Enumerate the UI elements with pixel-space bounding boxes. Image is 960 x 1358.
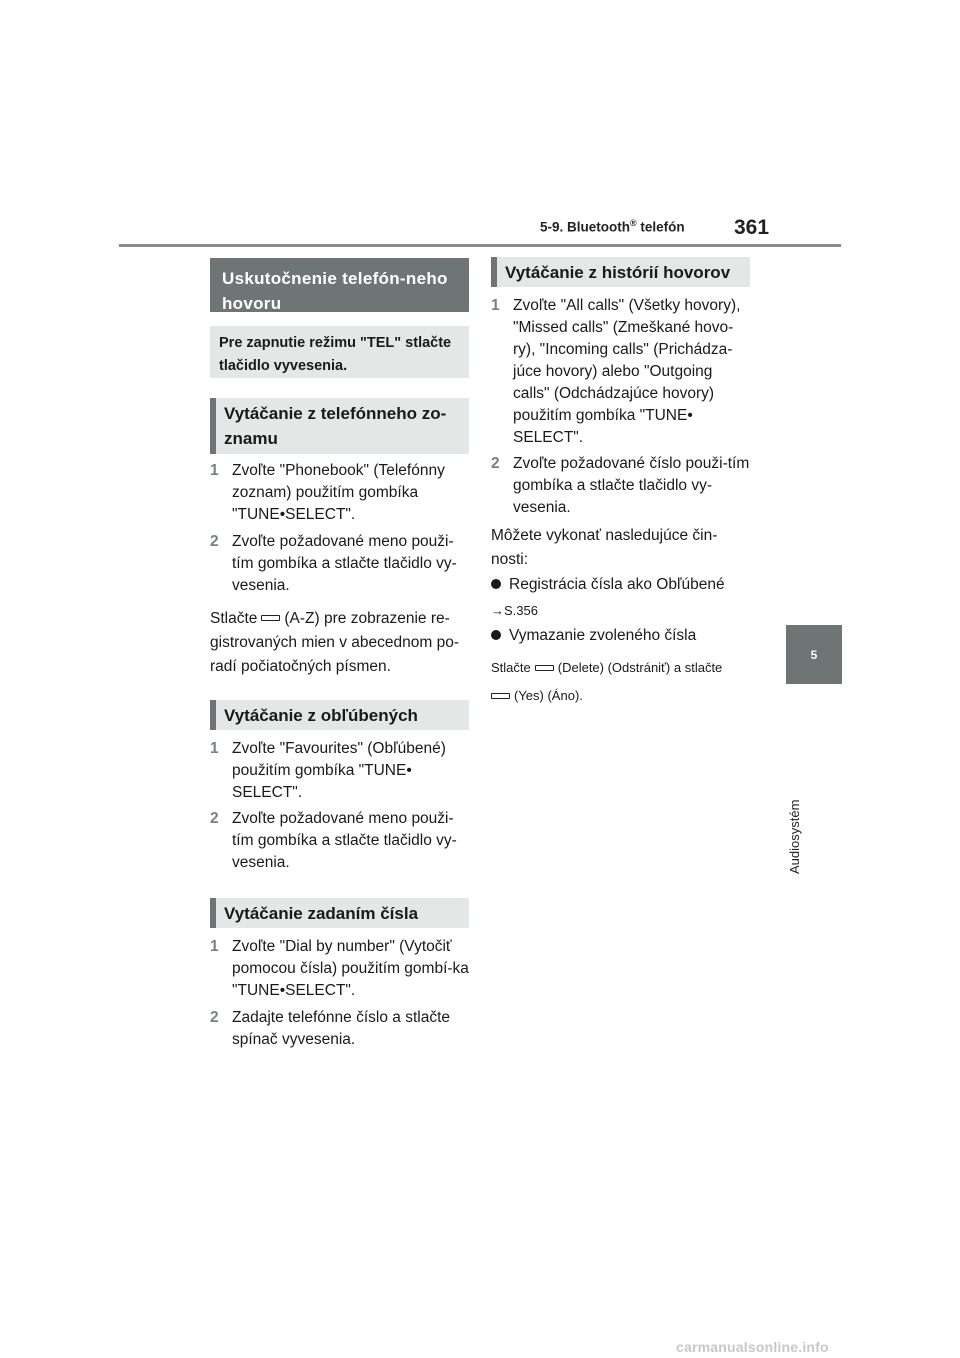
- heading-history: Vytáčanie z histórií hovorov: [491, 257, 750, 287]
- phonebook-note: Stlačte (A-Z) pre zobrazenie re-gistrovaných mien v abecednom po-radí počiatočných písmen.: [210, 610, 459, 675]
- heading-phonebook: Vytáčanie z telefónneho zo-znamu: [210, 398, 469, 454]
- section-title: 5-9. Bluetooth® telefón: [540, 218, 685, 235]
- screen-button-icon: [535, 665, 554, 671]
- heading-dial: Vytáčanie zadaním čísla: [210, 898, 469, 928]
- bullet-icon: [491, 630, 501, 640]
- step-favourites-2: 2 Zvoľte požadované meno použi-tím gombíka a stlačte tlačidlo vy-vesenia.: [210, 810, 457, 871]
- bullet-delete-number: Vymazanie zvoleného čísla: [491, 625, 753, 647]
- yes-instruction: (Yes) (Áno).: [491, 686, 761, 706]
- header-divider: [119, 244, 841, 247]
- main-title: Uskutočnenie telefón-neho hovoru: [210, 258, 469, 312]
- step-history-2: 2 Zvoľte požadované číslo použi-tím gombíka a stlačte tlačidlo vy-vesenia.: [491, 455, 750, 516]
- step-phonebook-2: 2 Zvoľte požadované meno použi-tím gombíka a stlačte tlačidlo vy-vesenia.: [210, 533, 457, 594]
- step-dial-1: 1 Zvoľte "Dial by number" (Vytočiť pomocou čísla) použitím gombí-ka "TUNE•SELECT".: [210, 938, 469, 999]
- chapter-tab: 5: [786, 625, 842, 684]
- delete-instruction: Stlačte (Delete) (Odstrániť) a stlačte: [491, 660, 723, 675]
- heading-favourites: Vytáčanie z obľúbených: [210, 700, 469, 730]
- watermark: carmanualsonline.info: [676, 1339, 829, 1355]
- step-history-1: 1 Zvoľte "All calls" (Všetky hovory), "Missed calls" (Zmeškané hovo-ry), "Incoming calls" (Prichádza-júce hovory) alebo "Outgoing calls" (Odchádzajúce hovory) použitím gombíka "TUNE• SELECT".: [491, 297, 741, 446]
- step-dial-2: 2 Zadajte telefónne číslo a stlačte spínač vyvesenia.: [210, 1009, 450, 1048]
- screen-button-icon: [261, 615, 280, 621]
- intro-box: Pre zapnutie režimu "TEL" stlačte tlačidlo vyvesenia.: [210, 326, 469, 378]
- step-favourites-1: 1 Zvoľte "Favourites" (Obľúbené) použitím gombíka "TUNE• SELECT".: [210, 740, 446, 801]
- page-reference[interactable]: →S.356: [491, 603, 538, 618]
- page-number: 361: [734, 216, 770, 239]
- chapter-label: Audiosystém: [787, 799, 802, 874]
- bullet-register-favourite: Registrácia čísla ako Obľúbené: [491, 574, 753, 596]
- screen-button-icon: [491, 693, 510, 699]
- bullet-icon: [491, 579, 501, 589]
- actions-intro: Môžete vykonať nasledujúce čin-nosti:: [491, 527, 718, 568]
- step-phonebook-1: 1 Zvoľte "Phonebook" (Telefónny zoznam) použitím gombíka "TUNE•SELECT".: [210, 462, 445, 523]
